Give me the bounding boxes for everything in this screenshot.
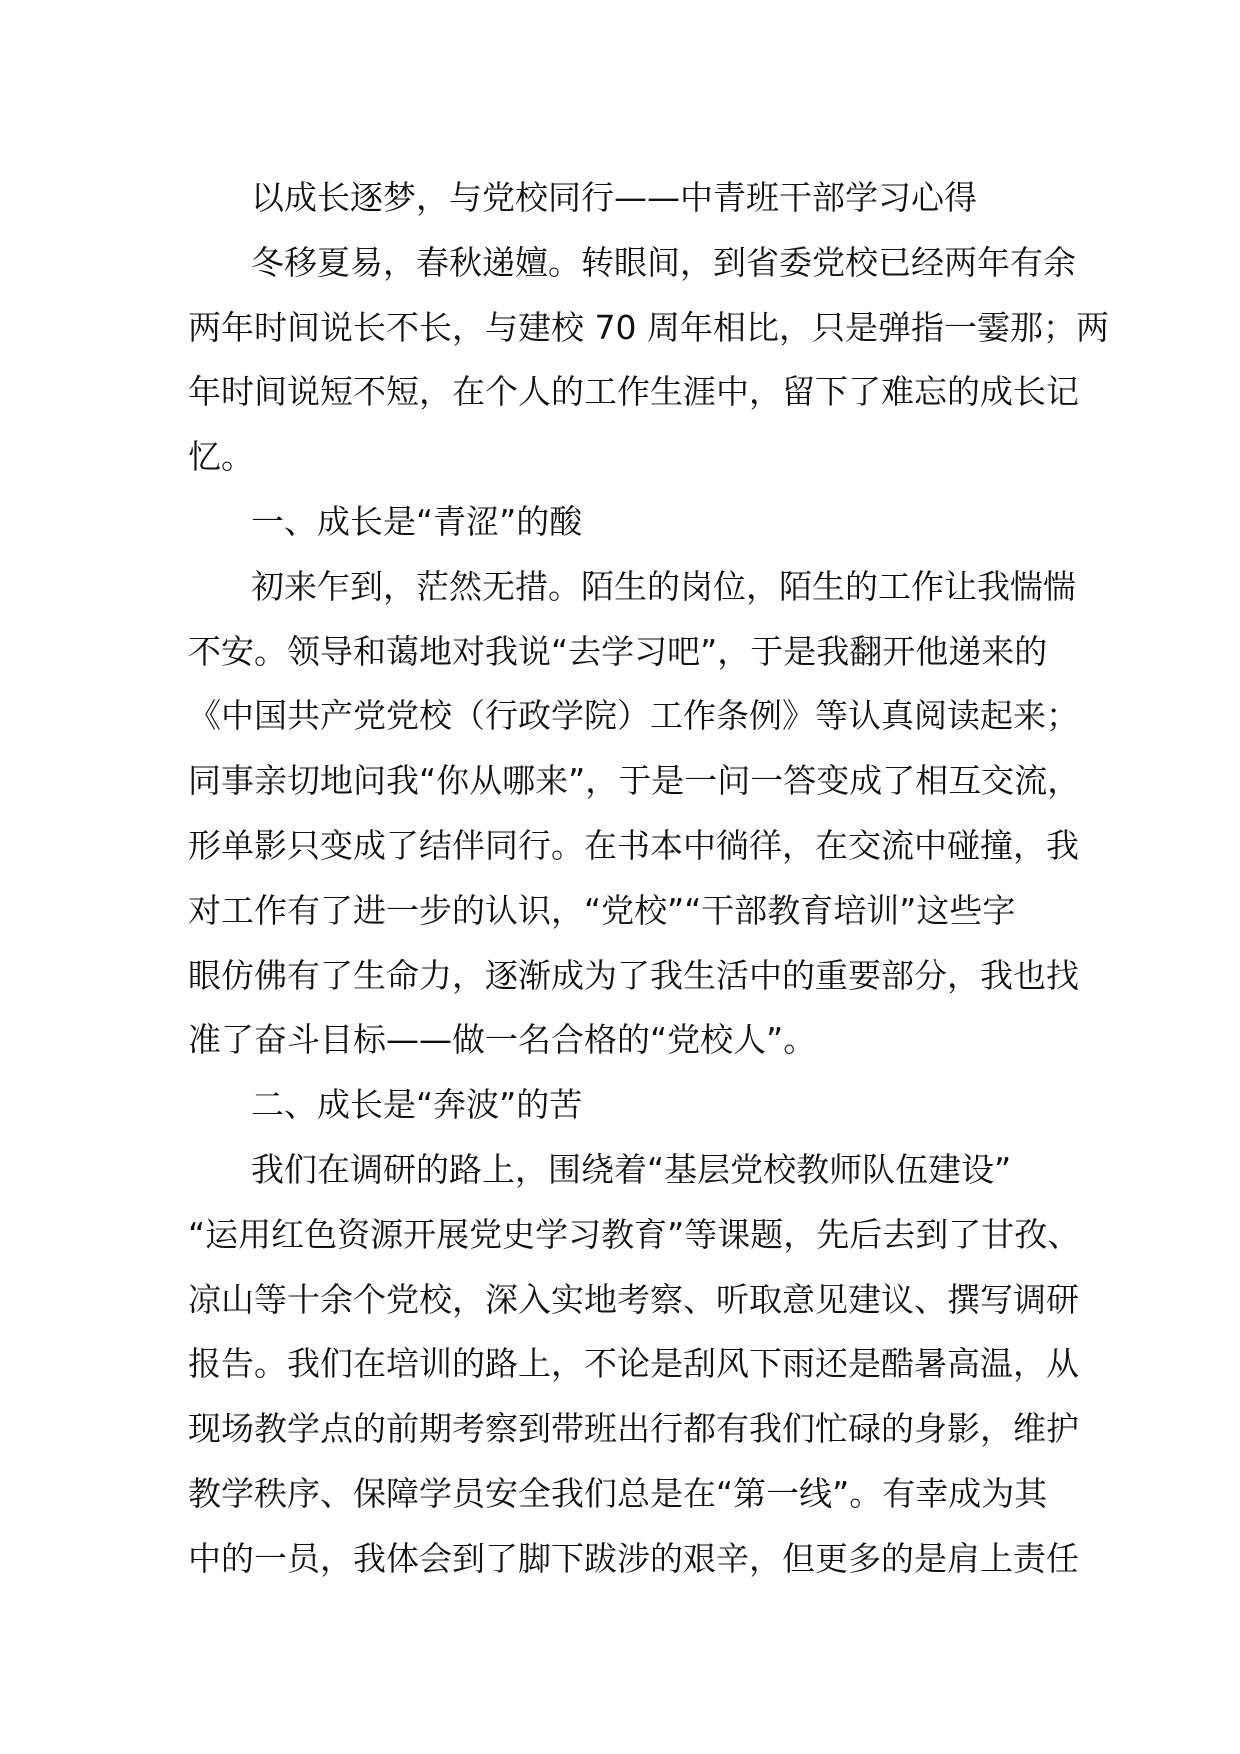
- text-line: 《中国共产党党校（行政学院）工作条例》等认真阅读起来；: [188, 696, 1079, 736]
- document-title: 以成长逐梦，与党校同行——中青班干部学习心得: [251, 178, 977, 217]
- text-line: 眼仿佛有了生命力，逐渐成为了我生活中的重要部分，我也找: [188, 955, 1079, 995]
- text-line: 准了奋斗目标——做一名合格的“党校人”。: [188, 1020, 817, 1060]
- text-line: 教学秩序、保障学员安全我们总是在“第一线”。有幸成为其: [188, 1473, 1048, 1513]
- text-line: 忆。: [188, 437, 254, 477]
- text-line: 同事亲切地问我“你从哪来”，于是一问一答变成了相互交流，: [188, 761, 1081, 801]
- text-line: 报告。我们在培训的路上，不论是刮风下雨还是酷暑高温，从: [188, 1344, 1079, 1384]
- text-line: 二、成长是“奔波”的苦: [251, 1085, 583, 1125]
- text-line: 年时间说短不短，在个人的工作生涯中，留下了难忘的成长记: [188, 372, 1079, 412]
- text-line: 我们在调研的路上，围绕着“基层党校教师队伍建设”: [251, 1149, 1012, 1189]
- text-line: 一、成长是“青涩”的酸: [251, 501, 583, 541]
- text-line: 现场教学点的前期考察到带班出行都有我们忙碌的身影，维护: [188, 1409, 1079, 1449]
- text-line: 中的一员，我体会到了脚下跋涉的艰辛，但更多的是肩上责任: [188, 1538, 1079, 1578]
- text-line: “运用红色资源开展党史学习教育”等课题，先后去到了甘孜、: [188, 1214, 1081, 1254]
- text-line: 初来乍到，茫然无措。陌生的岗位，陌生的工作让我惴惴: [251, 566, 1076, 606]
- text-line: 对工作有了进一步的认识，“党校”“干部教育培训”这些字: [188, 890, 1016, 930]
- text-line: 冬移夏易，春秋递嬗。转眼间，到省委党校已经两年有余: [251, 242, 1076, 282]
- text-line: 形单影只变成了结伴同行。在书本中徜徉，在交流中碰撞，我: [188, 825, 1079, 865]
- paragraph-lines: [188, 231, 1109, 1592]
- text-line: 两年时间说长不长，与建校 70 周年相比，只是弹指一霎那；两: [188, 307, 1109, 347]
- document-body: [188, 166, 1109, 1592]
- text-line: 凉山等十余个党校，深入实地考察、听取意见建议、撰写调研: [188, 1279, 1079, 1319]
- text-line: 不安。领导和蔼地对我说“去学习吧”，于是我翻开他递来的: [188, 631, 1048, 671]
